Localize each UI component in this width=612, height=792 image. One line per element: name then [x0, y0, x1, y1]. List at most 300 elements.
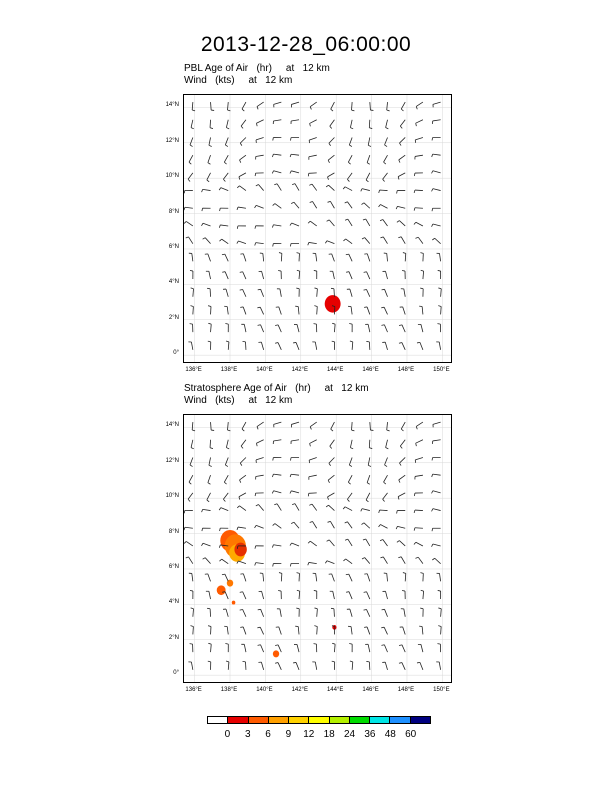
wind-barb	[279, 573, 282, 582]
wind-barb	[219, 225, 228, 228]
wind-barb	[278, 271, 281, 280]
wind-barb	[226, 440, 229, 449]
wind-barb	[314, 324, 317, 333]
wind-barb	[362, 558, 370, 564]
colorbar-swatch	[411, 717, 430, 723]
wind-barb	[384, 573, 388, 581]
wind-barb	[343, 239, 352, 244]
wind-barb	[379, 510, 388, 513]
wind-barb	[383, 493, 388, 502]
lat-tick-label: 14°N	[165, 422, 179, 429]
wind-barb	[258, 645, 264, 652]
wind-barb	[432, 224, 441, 227]
wind-barb	[190, 590, 193, 599]
lat-tick-label: 8°N	[168, 528, 179, 535]
lat-tick-label: 2°N	[168, 314, 179, 321]
wind-barb	[255, 525, 264, 528]
wind-barb	[208, 306, 211, 315]
lat-tick-label: 10°N	[165, 493, 179, 500]
page-title: 2013-12-28_06:00:00	[200, 33, 412, 56]
wind-barb	[382, 662, 387, 670]
wind-barb	[260, 253, 264, 261]
wind-barb	[207, 173, 211, 182]
wind-barb	[346, 254, 352, 261]
wind-barb	[255, 226, 264, 229]
wind-barb	[432, 171, 441, 174]
wind-barb	[364, 592, 370, 599]
wind-barb	[237, 506, 246, 511]
wind-barb	[361, 523, 369, 528]
colorbar-label: 3	[244, 729, 251, 740]
wind-barb	[418, 644, 423, 652]
wind-barb	[255, 205, 264, 208]
wind-barb	[309, 155, 317, 160]
wind-barb	[396, 526, 405, 529]
wind-barb	[223, 609, 228, 617]
wind-barb	[329, 137, 335, 145]
wind-barb	[309, 137, 317, 143]
wind-barb	[330, 271, 335, 279]
wind-barb	[414, 173, 423, 176]
wind-barb	[380, 237, 387, 244]
wind-barb	[328, 155, 334, 163]
wind-barb	[382, 609, 388, 616]
wind-barb	[349, 137, 352, 146]
wind-barb	[417, 662, 423, 669]
lat-tick-label: 4°N	[168, 599, 179, 606]
wind-barb	[399, 343, 405, 350]
wind-barb	[276, 307, 282, 315]
wind-barb	[364, 289, 370, 296]
wind-barb	[225, 324, 228, 333]
lon-tick-label: 142°E	[291, 687, 308, 693]
lon-tick-label: 136°E	[185, 687, 202, 693]
wind-barb	[225, 137, 228, 146]
wind-barb	[203, 238, 211, 244]
wind-barb	[383, 173, 388, 182]
wind-barb	[433, 120, 441, 124]
wind-barb	[273, 244, 282, 247]
pbl-age-of-air-map	[183, 94, 452, 363]
wind-barb	[398, 493, 405, 500]
wind-barb	[310, 120, 317, 127]
wind-barb	[211, 422, 215, 430]
wind-barb	[368, 137, 371, 146]
age-of-air-contour	[325, 295, 341, 313]
wind-barb	[273, 457, 282, 460]
wind-barb	[257, 307, 263, 314]
wind-barb	[240, 457, 246, 465]
wind-barb	[293, 342, 299, 349]
lat-tick-label: 14°N	[165, 102, 179, 109]
wind-barb	[294, 644, 299, 652]
wind-barb	[364, 272, 370, 279]
wind-barb	[211, 102, 215, 110]
wind-barb	[273, 440, 281, 444]
colorbar-label: 12	[303, 729, 315, 740]
wind-barb	[329, 574, 335, 582]
wind-barb	[402, 271, 405, 280]
wind-barb	[420, 608, 423, 617]
wind-barb	[432, 474, 441, 477]
lon-tick-label: 144°E	[326, 687, 344, 693]
wind-barb	[260, 573, 264, 581]
wind-barb	[273, 137, 282, 140]
wind-barb	[308, 562, 317, 565]
colorbar-swatch	[228, 717, 248, 723]
wind-barb	[202, 208, 211, 211]
map-canvas	[184, 415, 452, 683]
wind-barb	[438, 270, 441, 279]
wind-barb	[399, 137, 405, 145]
wind-barb	[367, 155, 370, 164]
wind-barb	[414, 190, 423, 193]
wind-barb	[292, 184, 299, 191]
wind-barb	[347, 493, 352, 502]
colorbar-label: 6	[265, 729, 271, 740]
wind-barb	[290, 223, 299, 226]
panel2-title-line2: Wind (kts) at 12 km	[184, 395, 293, 406]
wind-barb	[329, 254, 335, 262]
wind-barb	[433, 422, 441, 427]
wind-barb	[398, 237, 405, 244]
wind-barb	[364, 609, 370, 616]
wind-barb	[328, 201, 335, 208]
wind-barb	[415, 137, 423, 142]
wind-barb	[415, 557, 422, 563]
wind-barb	[184, 190, 193, 193]
wind-barb	[399, 645, 405, 652]
wind-barb	[327, 540, 335, 546]
wind-barb	[258, 289, 264, 296]
wind-barb	[419, 306, 423, 314]
wind-barb	[208, 643, 211, 652]
wind-barb	[224, 475, 228, 484]
wind-barb	[421, 270, 424, 279]
wind-barb	[332, 341, 335, 350]
wind-barb	[308, 221, 317, 226]
wind-barb	[207, 493, 211, 502]
wind-barb	[259, 591, 264, 599]
wind-barb	[210, 120, 213, 129]
wind-barb	[438, 288, 441, 297]
wind-barb	[207, 288, 210, 296]
wind-barb	[256, 475, 264, 479]
lat-tick-label: 2°N	[168, 634, 179, 641]
wind-barb	[278, 591, 281, 600]
wind-barb	[416, 102, 423, 109]
wind-barb	[345, 539, 352, 546]
wind-barb	[295, 306, 299, 314]
wind-barb	[256, 504, 264, 510]
wind-barb	[382, 289, 388, 296]
wind-barb	[415, 475, 423, 479]
wind-barb	[438, 306, 441, 315]
wind-barb	[383, 591, 388, 599]
colorbar-label: 48	[384, 729, 396, 740]
wind-barb	[201, 223, 210, 226]
wind-barb	[290, 474, 299, 477]
wind-barb	[256, 155, 264, 159]
wind-barb	[240, 592, 246, 599]
age-of-air-contour	[273, 650, 279, 657]
wind-barb	[345, 522, 352, 528]
wind-barb	[273, 564, 282, 567]
lon-tick-label: 148°E	[397, 687, 415, 693]
wind-barb	[273, 120, 281, 124]
wind-barb	[330, 440, 335, 449]
wind-barb	[297, 573, 300, 582]
wind-barb	[190, 306, 193, 315]
wind-barb	[433, 102, 441, 107]
wind-barb	[397, 541, 405, 546]
wind-barb	[273, 204, 282, 209]
wind-barb	[326, 185, 334, 190]
wind-barb	[379, 525, 388, 529]
wind-barb	[208, 341, 211, 350]
wind-barb	[420, 253, 423, 262]
wind-barb	[237, 207, 246, 210]
colorbar-label: 0	[224, 729, 231, 740]
wind-barb	[290, 243, 299, 246]
wind-barb	[219, 239, 228, 244]
wind-barb	[202, 528, 211, 531]
wind-barb	[209, 137, 212, 146]
wind-barb	[343, 507, 352, 511]
wind-barb	[364, 307, 370, 315]
lon-tick-label: 140°E	[256, 687, 273, 693]
wind-barb	[296, 608, 299, 617]
wind-barb	[345, 219, 352, 226]
wind-barb	[414, 493, 423, 496]
wind-barb	[365, 644, 370, 652]
wind-barb	[432, 189, 441, 192]
wind-barb	[184, 221, 193, 226]
age-of-air-contour	[217, 585, 226, 595]
wind-barb	[399, 457, 405, 465]
wind-barb	[226, 661, 229, 670]
wind-barb	[184, 527, 193, 530]
wind-barb	[290, 137, 299, 140]
wind-barb	[401, 102, 405, 111]
wind-barb	[188, 662, 192, 670]
wind-barb	[272, 491, 281, 494]
wind-barb	[432, 544, 441, 547]
wind-barb	[189, 253, 193, 261]
wind-barb	[277, 609, 281, 617]
lon-tick-label: 148°E	[397, 367, 415, 373]
wind-barb	[314, 644, 317, 653]
lat-tick-label: 4°N	[168, 279, 179, 286]
wind-barb	[315, 288, 318, 297]
wind-barb	[361, 203, 369, 208]
wind-barb	[414, 222, 423, 226]
wind-barb	[297, 590, 300, 599]
wind-barb	[290, 491, 299, 494]
wind-barb	[240, 155, 246, 163]
wind-barb	[205, 254, 211, 262]
wind-barb	[381, 325, 387, 332]
wind-barb	[330, 591, 335, 599]
colorbar-swatch	[390, 717, 410, 723]
wind-barb	[380, 539, 387, 545]
wind-barb	[414, 208, 423, 211]
wind-barb	[314, 306, 317, 315]
lon-tick-label: 142°E	[291, 367, 308, 373]
wind-barb	[402, 591, 405, 600]
wind-barb	[352, 422, 355, 431]
wind-barb	[350, 341, 353, 350]
wind-barb	[361, 189, 370, 192]
wind-barb	[348, 155, 352, 164]
wind-barb	[350, 440, 353, 449]
wind-barb	[257, 627, 263, 634]
wind-barb	[272, 171, 281, 174]
wind-barb	[295, 626, 299, 634]
wind-barb	[219, 508, 228, 511]
wind-barb	[361, 509, 370, 512]
wind-barb	[206, 591, 211, 599]
wind-barb	[363, 539, 370, 546]
wind-barb	[415, 237, 422, 243]
wind-barb	[208, 323, 211, 332]
map-canvas	[184, 95, 452, 363]
wind-barb	[416, 422, 423, 429]
wind-barb	[188, 173, 193, 182]
wind-barb	[223, 173, 228, 182]
wind-barb	[226, 120, 229, 129]
wind-barb	[208, 626, 211, 635]
wind-barb	[419, 626, 423, 634]
wind-barb	[240, 609, 246, 616]
wind-barb	[437, 573, 441, 581]
wind-barb	[208, 661, 211, 670]
wind-barb	[190, 324, 193, 333]
wind-barb	[385, 137, 388, 146]
wind-barb	[414, 542, 423, 546]
wind-barb	[225, 457, 228, 466]
wind-barb	[366, 341, 369, 349]
wind-barb	[258, 662, 263, 670]
wind-barb	[277, 289, 281, 297]
wind-barb	[345, 202, 352, 208]
wind-barb	[210, 440, 213, 449]
wind-barb	[380, 557, 387, 564]
wind-barb	[328, 475, 334, 483]
wind-barb	[437, 324, 440, 333]
wind-barb	[240, 475, 246, 483]
colorbar-swatch	[289, 717, 309, 723]
wind-barb	[420, 573, 423, 582]
wind-barb	[291, 102, 299, 107]
wind-barb	[186, 237, 193, 244]
wind-barb	[222, 272, 228, 279]
wind-barb	[401, 289, 405, 297]
wind-barb	[237, 561, 246, 564]
wind-barb	[433, 440, 441, 444]
wind-barb	[241, 120, 246, 129]
wind-barb	[222, 574, 228, 581]
wind-barb	[272, 474, 281, 477]
wind-barb	[432, 457, 441, 460]
wind-barb	[292, 504, 299, 511]
wind-barb	[201, 543, 210, 546]
wind-barb	[275, 343, 281, 350]
wind-barb	[297, 253, 300, 262]
wind-barb	[432, 154, 441, 157]
wind-barb	[259, 271, 264, 279]
wind-barb	[190, 457, 193, 466]
wind-barb	[239, 173, 246, 180]
wind-barb	[364, 254, 370, 262]
colorbar	[207, 716, 431, 724]
wind-barb	[420, 288, 423, 297]
wind-barb	[275, 663, 281, 670]
wind-barb	[258, 342, 263, 350]
wind-barb	[381, 307, 387, 314]
wind-barb	[348, 306, 352, 314]
wind-barb	[312, 662, 316, 670]
wind-barb	[224, 306, 228, 314]
wind-barb	[308, 493, 316, 496]
wind-barb	[291, 440, 299, 444]
wind-barb	[240, 272, 246, 279]
lat-tick-label: 10°N	[165, 173, 179, 180]
wind-barb	[240, 307, 246, 315]
wind-barb	[256, 184, 264, 190]
wind-barb	[350, 661, 353, 670]
wind-barb	[398, 557, 405, 564]
wind-barb	[331, 102, 335, 111]
wind-barb	[386, 440, 389, 449]
wind-barb	[243, 661, 246, 669]
wind-barb	[240, 574, 246, 582]
wind-barb	[208, 475, 211, 484]
wind-barb	[237, 527, 246, 530]
wind-barb	[438, 626, 441, 635]
wind-barb	[226, 341, 229, 350]
lat-tick-label: 12°N	[165, 137, 179, 144]
wind-barb	[309, 457, 317, 463]
wind-barb	[432, 491, 441, 494]
wind-barb	[314, 626, 317, 635]
wind-barb	[416, 120, 423, 126]
wind-barb	[314, 590, 317, 599]
wind-barb	[432, 238, 440, 243]
colorbar-label: 60	[405, 729, 417, 740]
wind-barb	[332, 323, 335, 332]
wind-barb	[414, 528, 423, 531]
wind-barb	[191, 120, 194, 129]
wind-barb	[190, 644, 193, 653]
wind-barb	[191, 608, 194, 617]
wind-barb	[397, 511, 406, 514]
wind-barb	[191, 288, 194, 297]
wind-barb	[224, 155, 228, 164]
wind-barb	[415, 457, 423, 462]
wind-barb	[350, 120, 353, 129]
wind-barb	[417, 342, 423, 349]
wind-barb	[432, 528, 441, 531]
wind-barb	[332, 661, 335, 670]
wind-barb	[256, 137, 264, 142]
lon-tick-label: 146°E	[362, 687, 379, 693]
wind-barb	[438, 608, 441, 617]
wind-barb	[190, 137, 193, 146]
wind-barb	[387, 102, 390, 111]
wind-barb	[312, 342, 316, 350]
wind-barb	[202, 189, 211, 192]
